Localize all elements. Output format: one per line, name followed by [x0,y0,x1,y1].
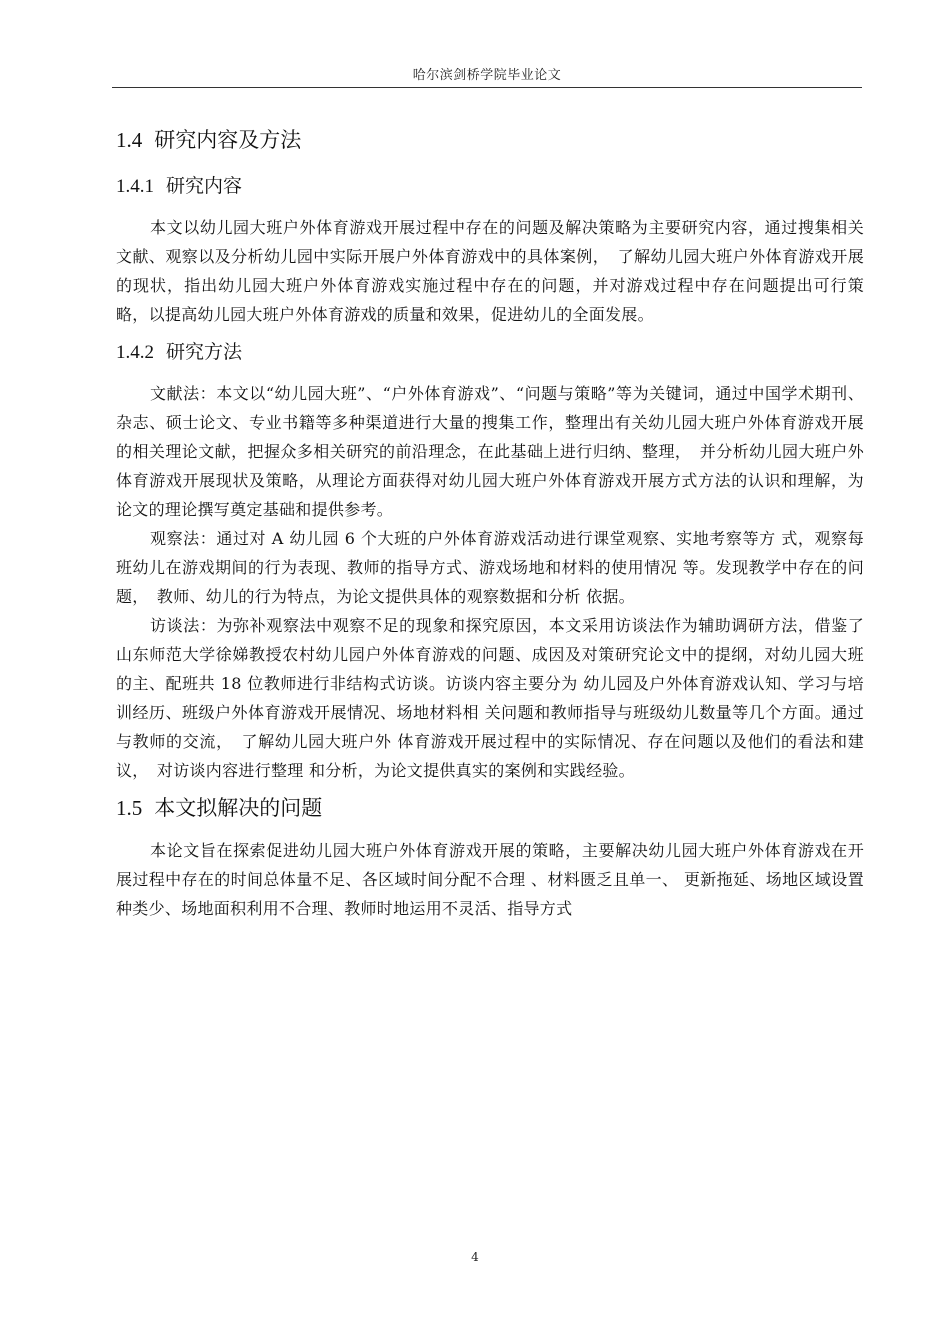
section-title: 研究内容及方法 [154,128,302,152]
page-content [116,122,864,923]
section-number: 1.5 [116,796,143,820]
section-number: 1.4.1 [116,176,154,197]
heading-1-4 [116,130,864,151]
header-rule [112,87,862,88]
paragraph-problems: 本论文旨在探索促进幼儿园大班户外体育游戏开展的策略，主要解决幼儿园大班户外体育游戏在开展过程中存在的时间总体量不足、各区域时间分配不合理 、材料匮乏且单一、 更新拖延、场地区域设置种类少、场地面积利用不合理、教师时地运用不灵活、指导方式 [116,841,864,918]
paragraph-literature-method: 文献法：本文以“幼儿园大班”、“户外体育游戏”、“问题与策略”等为关键词，通过中国学术期刊、杂志、硕士论文、专业书籍等多种渠道进行大量的搜集工作，整理出有关幼儿园大班户外体育游戏开展的相关理论文献，把握众多相关研究的前沿理念，在此基础上进行归纳、整理， 并分析幼儿园大班户外体育游戏开展现状及策略，从理论方面获得对幼儿园大班户外体育游戏开展方式方法的认识和理解，为论文的理论撰写奠定基础和提供参考。 [116,384,864,519]
section-number: 1.4 [116,128,143,152]
paragraph-research-content: 本文以幼儿园大班户外体育游戏开展过程中存在的问题及解决策略为主要研究内容，通过搜集相关文献、观察以及分析幼儿园中实际开展户外体育游戏中的具体案例， 了解幼儿园大班户外体育游戏开展的现状，指出幼儿园大班户外体育游戏实施过程中存在的问题，并对游戏过程中存在问题提出可行策略，以提高幼儿园大班户外体育游戏的质量和效果，促进幼儿的全面发展。 [116,218,864,324]
running-header: 哈尔滨剑桥学院毕业论文 [412,68,562,83]
heading-1-4-2 [116,343,864,362]
section-title: 研究方法 [166,341,243,363]
heading-1-4-1 [116,177,864,196]
section-title: 研究内容 [166,175,243,197]
heading-1-5 [116,798,864,819]
page-number: 4 [471,1250,479,1264]
section-title: 本文拟解决的问题 [154,796,323,820]
paragraph-observation-method: 观察法：通过对 A 幼儿园 6 个大班的户外体育游戏活动进行课堂观察、实地考察等方 式，观察每班幼儿在游戏期间的行为表现、教师的指导方式、游戏场地和材料的使用情况 等。发现教学中存在的问题， 教师、幼儿的行为特点，为论文提供具体的观察数据和分析 依据。 [116,529,864,606]
paragraph-interview-method: 访谈法：为弥补观察法中观察不足的现象和探究原因，本文采用访谈法作为辅助调研方法，借鉴了山东师范大学徐娣教授农村幼儿园户外体育游戏的问题、成因及对策研究论文中的提纲，对幼儿园大班的主、配班共 18 位教师进行非结构式访谈。访谈内容主要分为 幼儿园及户外体育游戏认知、学习与培训经历、班级户外体育游戏开展情况、场地材料相 关问题和教师指导与班级幼儿数量等几个方面。通过与教师的交流， 了解幼儿园大班户外 体育游戏开展过程中的实际情况、存在问题以及他们的看法和建议， 对访谈内容进行整理 和分析，为论文提供真实的案例和实践经验。 [116,616,864,780]
section-number: 1.4.2 [116,342,154,363]
